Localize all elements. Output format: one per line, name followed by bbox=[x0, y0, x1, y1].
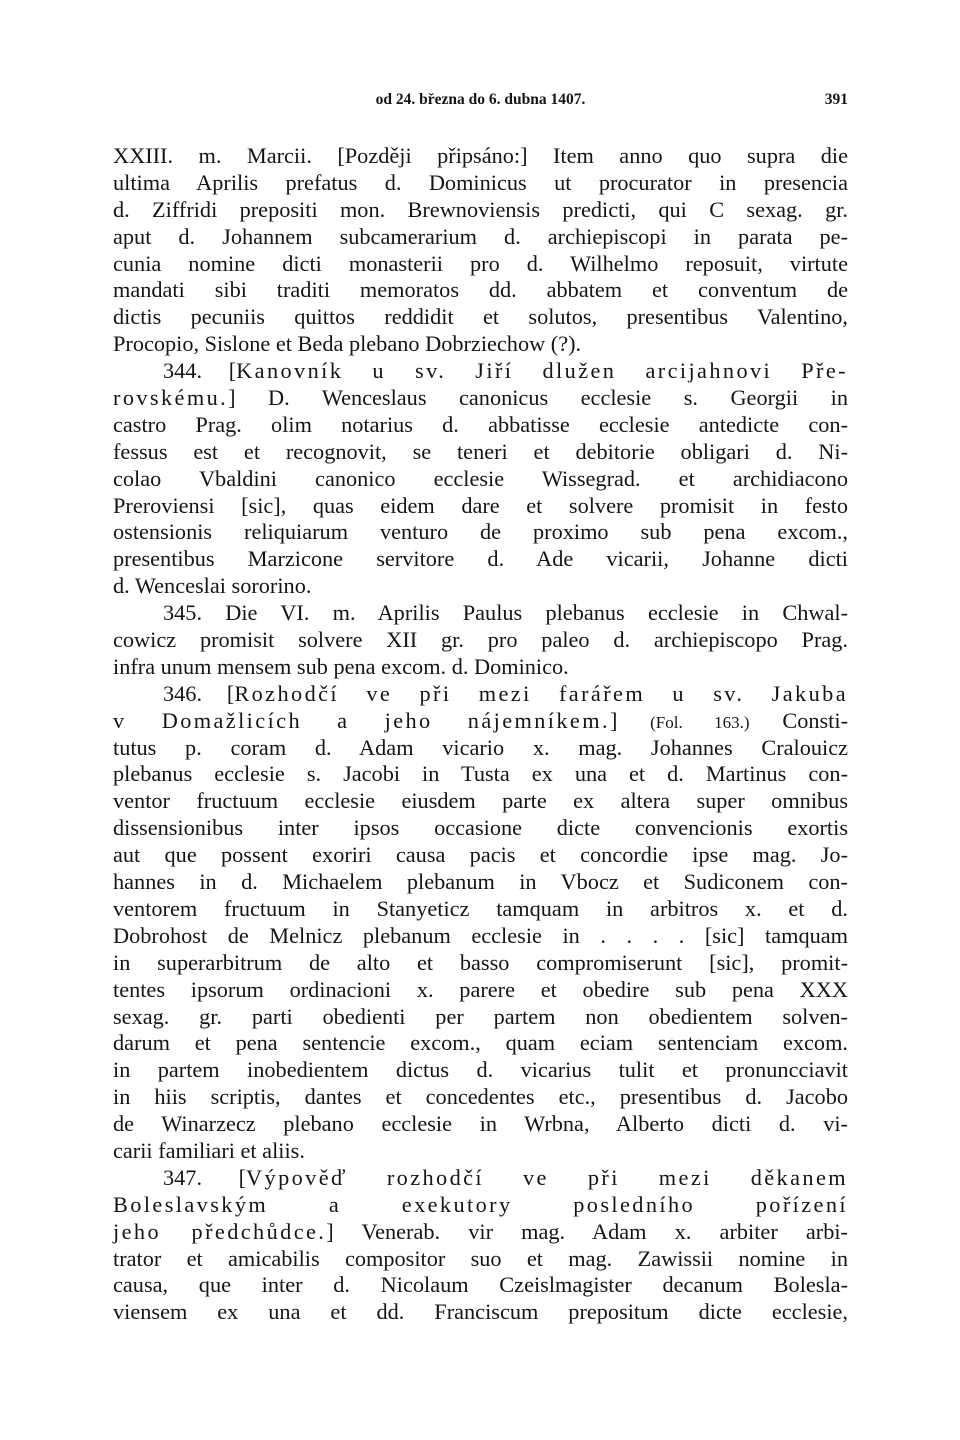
text-line: Preroviensi [sic], quas eidem dare et solvere promisit in festo bbox=[113, 492, 848, 518]
entry-number: 346. [ bbox=[163, 680, 235, 706]
entry-346-heading-line bbox=[113, 681, 848, 708]
text-line: plebanus ecclesie s. Jacobi in Tusta ex una et d. Martinus con- bbox=[113, 761, 848, 787]
text-line: fessus est et recognovit, se teneri et debitorie obligari d. Ni- bbox=[113, 438, 848, 464]
text-line: d. Wenceslai sororino. bbox=[113, 573, 312, 599]
entry-number: 347. [ bbox=[163, 1164, 247, 1190]
entry-heading-line: Boleslavským a exekutory posledního pořízení bbox=[113, 1191, 848, 1217]
text-line: ventor fructuum ecclesie eiusdem parte ex altera super omnibus bbox=[113, 788, 848, 814]
entry-heading: Kanovník u sv. Jiří dlužen arcijahnovi Pře- bbox=[236, 358, 848, 384]
text-line: in hiis scriptis, dantes et concedentes etc., presentibus d. Jacobo bbox=[113, 1084, 848, 1110]
text-line bbox=[113, 708, 848, 735]
text-line: carii familiari et aliis. bbox=[113, 1137, 305, 1163]
entry-heading: jeho předchůdce. bbox=[113, 1218, 327, 1244]
text-line: Procopio, Sislone et Beda plebano Dobrziechow (?). bbox=[113, 331, 582, 357]
entry-heading: Rozhodčí ve při mezi farářem u sv. Jakuba bbox=[234, 680, 848, 706]
text-line: causa, que inter d. Nicolaum Czeislmagister decanum Bolesla- bbox=[113, 1272, 848, 1298]
text-line: aut que possent exoriri causa pacis et concordie ipse mag. Jo- bbox=[113, 842, 848, 868]
entry-345-line: 345. Die VI. m. Aprilis Paulus plebanus ecclesie in Chwal- bbox=[163, 600, 848, 626]
entry-347-heading-line bbox=[113, 1165, 848, 1192]
page-number: 391 bbox=[824, 91, 848, 108]
text-line: darum et pena sentencie excom., quam eciam sentenciam excom. bbox=[113, 1030, 848, 1056]
text-line: d. Ziffridi prepositi mon. Brewnoviensis predicti, qui C sexag. gr. bbox=[113, 196, 848, 222]
text-line bbox=[113, 385, 848, 412]
running-title: od 24. března do 6. dubna 1407. bbox=[375, 91, 586, 108]
text-line: ostensionis reliquiarum venturo de proximo sub pena excom., bbox=[113, 519, 848, 545]
text-line: mandati sibi traditi memoratos dd. abbatem et conventum de bbox=[113, 277, 848, 303]
text-line: in superarbitrum de alto et basso compromiserunt [sic], promit- bbox=[113, 949, 848, 975]
text-line: Dobrohost de Melnicz plebanum ecclesie in . . . . [sic] tamquam bbox=[113, 922, 848, 948]
text-line: aput d. Johannem subcamerarium d. archiepiscopi in parata pe- bbox=[113, 223, 848, 249]
text-line: castro Prag. olim notarius d. abbatisse ecclesie antedicte con- bbox=[113, 411, 848, 437]
text-line: tutus p. coram d. Adam vicario x. mag. Johannes Cralouicz bbox=[113, 734, 848, 760]
text-line: cowicz promisit solvere XII gr. pro paleo d. archiepiscopo Prag. bbox=[113, 627, 848, 653]
text-line: infra unum mensem sub pena excom. d. Dominico. bbox=[113, 653, 569, 679]
running-head bbox=[113, 91, 848, 115]
text-line: ventorem fructuum in Stanyeticz tamquam in arbitros x. et d. bbox=[113, 895, 848, 921]
text-line: in partem inobedientem dictus d. vicarius tulit et pronuncciavit bbox=[113, 1057, 848, 1083]
body-text bbox=[113, 143, 848, 1326]
folio-reference: (Fol. 163.) bbox=[650, 712, 750, 732]
text-line: colao Vbaldini canonico ecclesie Wissegrad. et archidiacono bbox=[113, 465, 848, 491]
text-line: cunia nomine dicti monasterii pro d. Wilhelmo reposuit, virtute bbox=[113, 250, 848, 276]
text-span: ] Venerab. vir mag. Adam x. arbiter arbi- bbox=[326, 1218, 848, 1244]
text-line: dictis pecuniis quittos reddidit et solutos, presentibus Valentino, bbox=[113, 304, 848, 330]
text-line: ultima Aprilis prefatus d. Dominicus ut procurator in presencia bbox=[113, 169, 848, 195]
text-line: dissensionibus inter ipsos occasione dicte convencionis exortis bbox=[113, 815, 848, 841]
text-span: Consti- bbox=[749, 707, 848, 733]
text-line: trator et amicabilis compositor suo et mag. Zawissii nomine in bbox=[113, 1245, 848, 1271]
entry-heading: Výpověď rozhodčí ve při mezi děkanem bbox=[246, 1164, 848, 1190]
text-line: tentes ipsorum ordinacioni x. parere et obedire sub pena XXX bbox=[113, 976, 848, 1002]
text-line: XXIII. m. Marcii. [Později připsáno:] Item anno quo supra die bbox=[113, 143, 848, 168]
entry-344-heading-line bbox=[113, 358, 848, 385]
text-line: sexag. gr. parti obedienti per partem non obedientem solven- bbox=[113, 1003, 848, 1029]
entry-heading: rovskému. bbox=[113, 385, 229, 411]
text-line bbox=[113, 1219, 848, 1246]
text-line: presentibus Marzicone servitore d. Ade vicarii, Johanne dicti bbox=[113, 546, 848, 572]
entry-number: 344. [ bbox=[163, 358, 237, 384]
entry-heading: v Domažlicích a jeho nájemníkem. bbox=[113, 707, 610, 733]
text-span: ] bbox=[609, 707, 651, 733]
text-line: hannes in d. Michaelem plebanum in Vbocz et Sudiconem con- bbox=[113, 869, 848, 895]
text-line: viensem ex una et dd. Franciscum prepositum dicte ecclesie, bbox=[113, 1299, 848, 1325]
text-span: ] D. Wenceslaus canonicus ecclesie s. Georgii in bbox=[228, 385, 848, 411]
text-line: de Winarzecz plebano ecclesie in Wrbna, Alberto dicti d. vi- bbox=[113, 1111, 848, 1137]
